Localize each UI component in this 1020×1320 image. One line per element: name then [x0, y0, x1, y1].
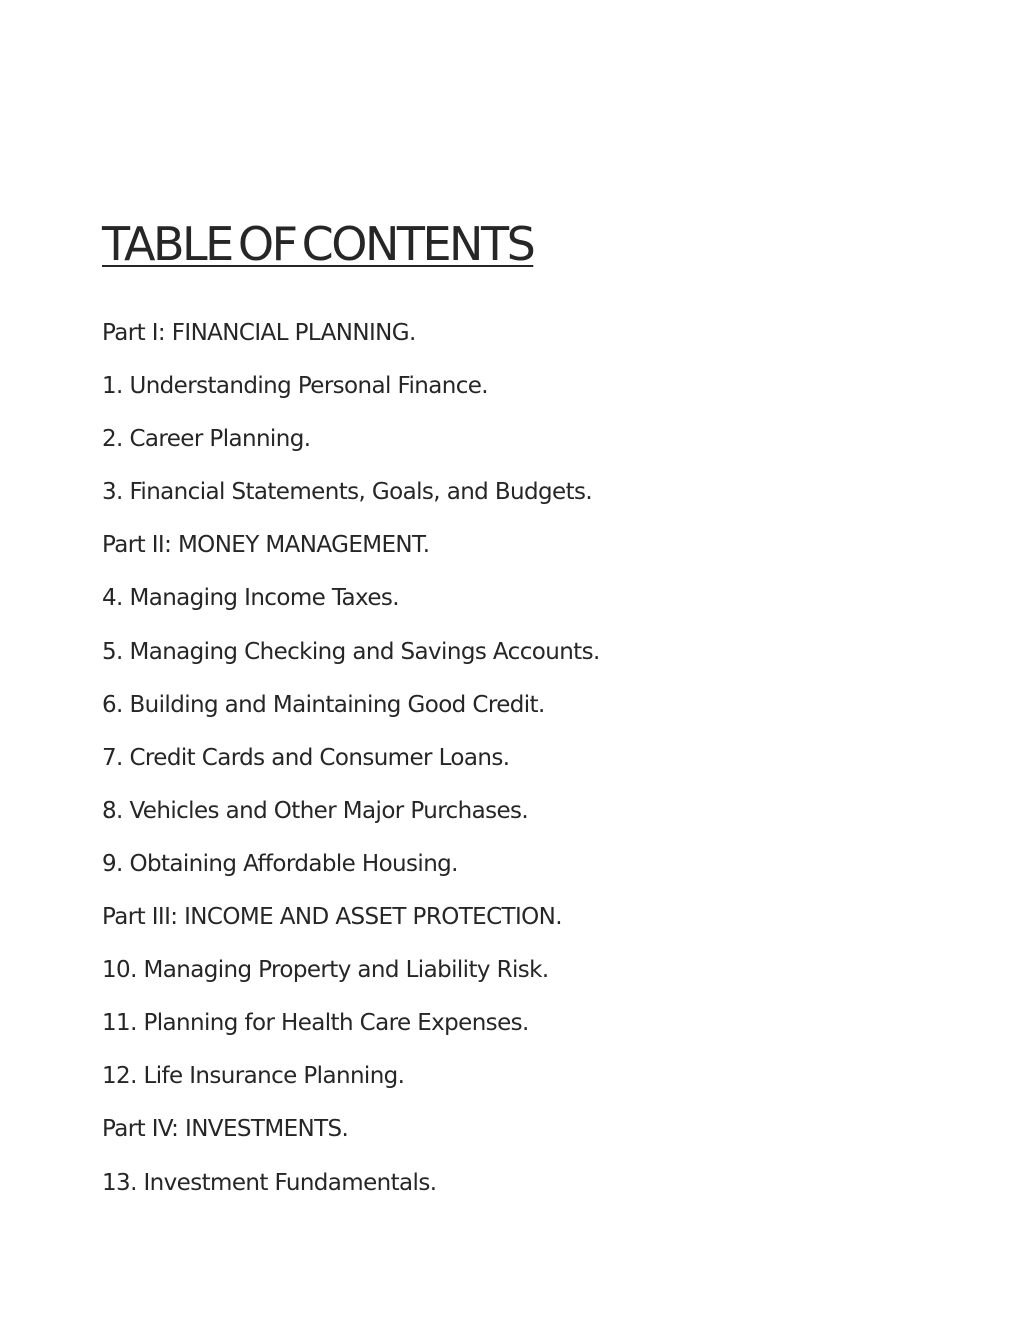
toc-chapter-entry: 2. Career Planning. [102, 426, 311, 453]
toc-chapter-entry: 11. Planning for Health Care Expenses. [102, 1010, 529, 1037]
toc-chapter-entry: 12. Life Insurance Planning. [102, 1063, 405, 1090]
toc-chapter-entry: 4. Managing Income Taxes. [102, 585, 399, 612]
toc-chapter-entry: 7. Credit Cards and Consumer Loans. [102, 744, 510, 771]
toc-chapter-entry: 10. Managing Property and Liability Risk. [102, 957, 549, 984]
toc-chapter-entry: 9. Obtaining Affordable Housing. [102, 850, 458, 877]
toc-chapter-entry: 1. Understanding Personal Finance. [102, 373, 489, 400]
toc-chapter-entry: 3. Financial Statements, Goals, and Budgets. [102, 479, 593, 506]
toc-part-heading: Part IV: INVESTMENTS. [102, 1116, 349, 1143]
toc-part-heading: Part II: MONEY MANAGEMENT. [102, 532, 430, 559]
toc-chapter-entry: 8. Vehicles and Other Major Purchases. [102, 797, 529, 824]
toc-heading: TABLE OF CONTENTS [102, 217, 534, 271]
toc-list [102, 315, 600, 1218]
toc-chapter-entry: 6. Building and Maintaining Good Credit. [102, 691, 545, 718]
toc-chapter-entry: 13. Investment Fundamentals. [102, 1169, 437, 1196]
toc-part-heading: Part I: FINANCIAL PLANNING. [102, 320, 416, 346]
toc-part-heading: Part III: INCOME AND ASSET PROTECTION. [102, 904, 562, 931]
toc-chapter-entry: 5. Managing Checking and Savings Accounts. [102, 638, 600, 665]
